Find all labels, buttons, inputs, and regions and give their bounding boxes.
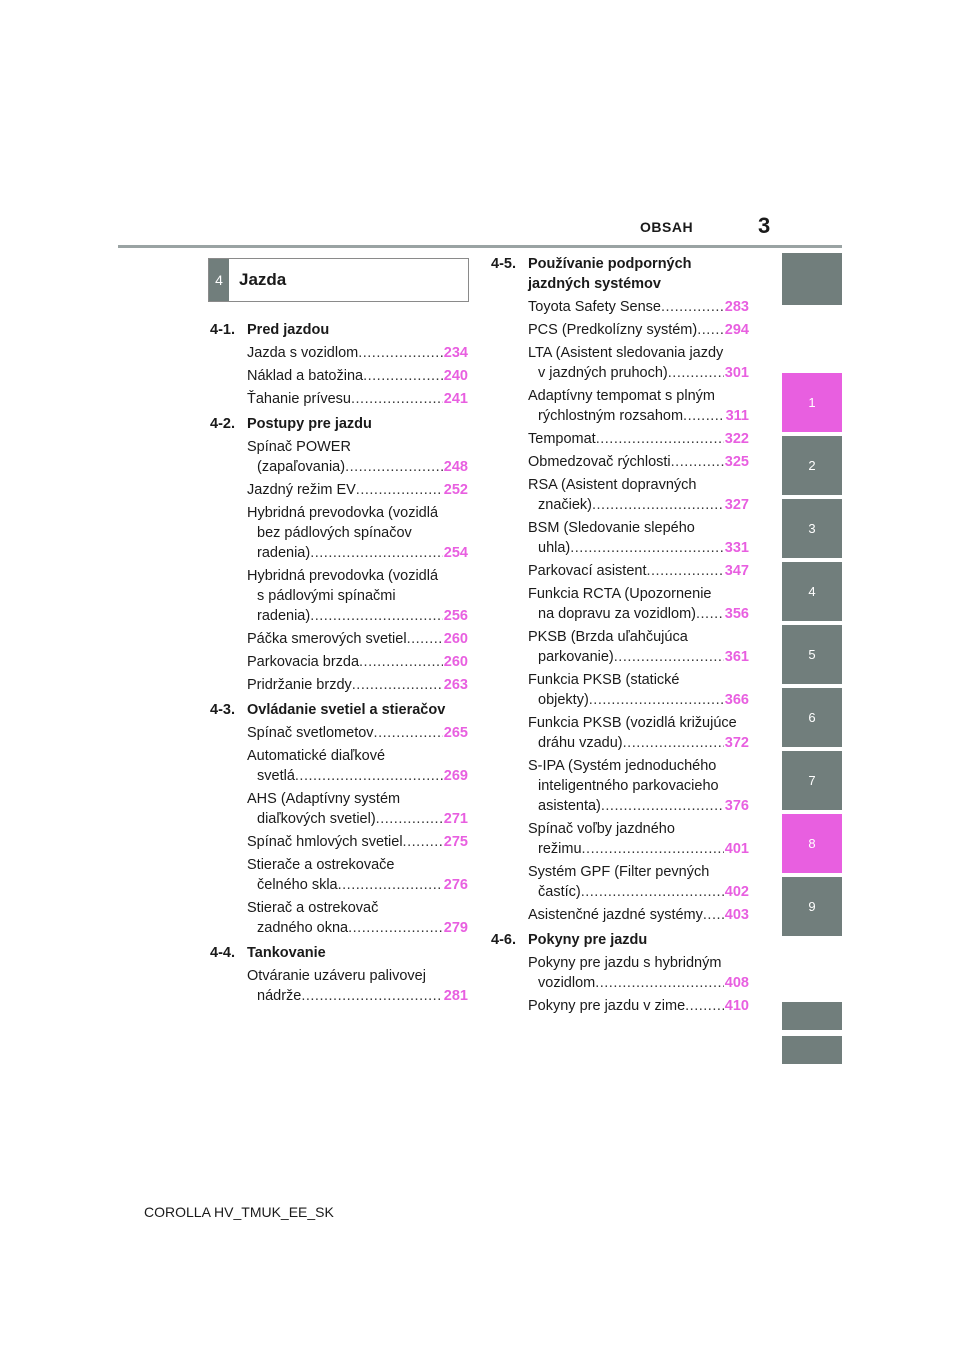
toc-entry[interactable] (528, 518, 749, 558)
entry-last-line (528, 561, 749, 581)
entry-title-line: PCS (Predkolízny systém) (528, 322, 698, 338)
page-link[interactable]: 401 (724, 841, 749, 857)
entry-last-line (247, 366, 468, 386)
toc-entry[interactable] (528, 627, 749, 667)
page-link[interactable]: 252 (443, 482, 468, 498)
entry-title-line: Funkcia PKSB (vozidlá križujúce (528, 715, 737, 731)
toc-entry[interactable] (528, 953, 749, 993)
page-link[interactable]: 408 (724, 975, 749, 991)
entry-last-line (247, 809, 468, 829)
entry-title-line: Stierače a ostrekovače (247, 857, 395, 873)
entry-last-line (528, 796, 749, 816)
entry-last-line (528, 452, 749, 472)
toc-entry[interactable] (247, 898, 468, 938)
page-link[interactable]: 294 (724, 322, 749, 338)
entry-title-line: Parkovacia brzda (247, 654, 360, 670)
toc-entry[interactable] (528, 561, 749, 581)
entry-title-line: Funkcia RCTA (Upozornenie (528, 586, 712, 602)
chapter-heading (208, 258, 469, 302)
toc-entry[interactable] (247, 789, 468, 829)
dot-leader (614, 647, 724, 667)
entry-last-line (528, 363, 749, 383)
toc-entry[interactable] (247, 855, 468, 895)
entry-last-line (247, 457, 468, 477)
entry-last-line (247, 986, 468, 1006)
dot-leader (581, 882, 724, 902)
entry-title-line: bez pádlových spínačov (257, 525, 412, 541)
entry-last-line (247, 652, 468, 672)
chapter-title: Jazda (239, 270, 287, 289)
entry-title-line: AHS (Adaptívny systém (247, 791, 401, 807)
entry-last-line (528, 538, 749, 558)
entry-title-line: Otváranie uzáveru palivovej (247, 968, 426, 984)
entry-title-line: Toyota Safety Sense (528, 299, 661, 315)
toc-entry[interactable] (247, 437, 468, 477)
page-link[interactable]: 376 (724, 798, 749, 814)
chapter-tab-blank[interactable] (782, 1036, 842, 1064)
entry-last-line (247, 389, 468, 409)
toc-entry[interactable] (528, 297, 749, 317)
dot-leader (595, 973, 724, 993)
section-number: 4-2. (210, 416, 235, 432)
entry-title-line: Asistenčné jazdné systémy (528, 907, 703, 923)
dot-leader (668, 363, 724, 383)
entry-title-line: v jazdných pruhoch) (538, 365, 668, 381)
entry-title-line: nádrže (257, 988, 302, 1004)
entry-title-line: radenia) (257, 545, 311, 561)
toc-entry[interactable] (247, 389, 468, 409)
entry-title-line: Páčka smerových svetiel (247, 631, 407, 647)
entry-title-line: parkovanie) (538, 649, 614, 665)
chapter-tab-6[interactable]: 6 (782, 688, 842, 747)
section-title: Pred jazdou (247, 322, 330, 338)
toc-entry[interactable] (528, 475, 749, 515)
toc-entry[interactable] (528, 670, 749, 710)
page-link[interactable]: 402 (724, 884, 749, 900)
entry-last-line (528, 690, 749, 710)
page-link[interactable]: 234 (443, 345, 468, 361)
entry-last-line (528, 604, 749, 624)
dot-leader (338, 875, 443, 895)
entry-title-line: radenia) (257, 608, 311, 624)
entry-last-line (247, 606, 468, 626)
entry-title-line: Ťahanie prívesu (247, 391, 351, 407)
section-heading (210, 943, 468, 963)
entry-title-line: Pridržanie brzdy (247, 677, 352, 693)
entry-last-line (528, 996, 749, 1016)
entry-title-line: svetlá (257, 768, 295, 784)
dot-leader (646, 561, 723, 581)
toc-entry[interactable] (528, 429, 749, 449)
entry-last-line (247, 723, 468, 743)
chapter-tab-blank[interactable] (782, 1002, 842, 1030)
entry-last-line (528, 973, 749, 993)
page-link[interactable]: 372 (724, 735, 749, 751)
entry-title-line: (zapaľovania) (257, 459, 346, 475)
page-link[interactable]: 269 (443, 768, 468, 784)
chapter-tab-blank[interactable] (782, 253, 842, 305)
toc-entry[interactable] (247, 966, 468, 1006)
entry-title-line: Pokyny pre jazdu v zime (528, 998, 686, 1014)
page-link[interactable]: 410 (724, 998, 749, 1014)
dot-leader (697, 320, 724, 340)
entry-title-line: S-IPA (Systém jednoduchého (528, 758, 717, 774)
page-link[interactable]: 356 (724, 606, 749, 622)
dot-leader (374, 723, 443, 743)
dot-leader (352, 675, 443, 695)
toc-entry[interactable] (247, 566, 468, 626)
entry-title-line: Automatické diaľkové (247, 748, 386, 764)
section-heading (210, 414, 468, 434)
entry-last-line (247, 875, 468, 895)
dot-leader (310, 606, 443, 626)
entry-title-line: zadného okna (257, 920, 349, 936)
toc-entry[interactable] (528, 905, 749, 925)
page-link[interactable]: 283 (724, 299, 749, 315)
entry-last-line (528, 429, 749, 449)
chapter-tab-7[interactable]: 7 (782, 751, 842, 810)
section-title: Tankovanie (247, 945, 326, 961)
entry-last-line (247, 480, 468, 500)
dot-leader (596, 429, 724, 449)
entry-title-line: na dopravu za vozidlom) (538, 606, 696, 622)
toc-entry[interactable] (528, 386, 749, 426)
page-link[interactable]: 347 (724, 563, 749, 579)
entry-title-line: značiek) (538, 497, 592, 513)
dot-leader (685, 996, 724, 1016)
toc-entry[interactable] (528, 713, 749, 753)
toc-entry[interactable] (247, 675, 468, 695)
page-link[interactable]: 275 (443, 834, 468, 850)
toc-left-column (210, 320, 468, 1009)
entry-title-line: Spínač voľby jazdného (528, 821, 675, 837)
entry-title-line: uhla) (538, 540, 571, 556)
toc-entry[interactable] (528, 584, 749, 624)
entry-title-line: čelného skla (257, 877, 338, 893)
entry-title-line: RSA (Asistent dopravných (528, 477, 697, 493)
toc-entry[interactable] (247, 652, 468, 672)
entry-title-line: LTA (Asistent sledovania jazdy (528, 345, 724, 361)
dot-leader (295, 766, 443, 786)
entry-last-line (528, 320, 749, 340)
dot-leader (592, 495, 724, 515)
page-link[interactable]: 325 (724, 454, 749, 470)
entry-last-line (247, 918, 468, 938)
entry-title-line: vozidlom (538, 975, 596, 991)
page-link[interactable]: 240 (443, 368, 468, 384)
entry-title-line: PKSB (Brzda uľahčujúca (528, 629, 688, 645)
section-title: Používanie podporných jazdných systémov (528, 256, 692, 292)
dot-leader (683, 406, 725, 426)
entry-title-line: Systém GPF (Filter pevných (528, 864, 710, 880)
entry-title-line: Stierač a ostrekovač (247, 900, 379, 916)
page-link[interactable]: 301 (724, 365, 749, 381)
entry-title-line: režimu (538, 841, 582, 857)
dot-leader (351, 389, 443, 409)
dot-leader (356, 480, 443, 500)
entry-title-line: Adaptívny tempomat s plným (528, 388, 715, 404)
entry-last-line (528, 406, 749, 426)
entry-title-line: častíc) (538, 884, 581, 900)
section-number: 4-6. (491, 932, 516, 948)
entry-title-line: Jazdný režim EV (247, 482, 356, 498)
section-heading (210, 320, 468, 340)
page-link[interactable]: 254 (443, 545, 468, 561)
page-link[interactable]: 281 (443, 988, 468, 1004)
entry-title-line: diaľkových svetiel) (257, 811, 376, 827)
toc-entry[interactable] (247, 366, 468, 386)
dot-leader (301, 986, 442, 1006)
section-title: Postupy pre jazdu (247, 416, 372, 432)
entry-title-line: Spínač POWER (247, 439, 351, 455)
dot-leader (601, 796, 724, 816)
toc-entry[interactable] (528, 320, 749, 340)
dot-leader (403, 832, 443, 852)
entry-title-line: Tempomat (528, 431, 596, 447)
entry-title-line: Jazda s vozidlom (247, 345, 359, 361)
dot-leader (376, 809, 443, 829)
page-link[interactable]: 248 (443, 459, 468, 475)
header-title: OBSAH (640, 219, 694, 235)
entry-last-line (528, 297, 749, 317)
entry-title-line: BSM (Sledovanie slepého (528, 520, 695, 536)
entry-title-line: Obmedzovač rýchlosti (528, 454, 671, 470)
entry-title-line: Náklad a batožina (247, 368, 364, 384)
dot-leader (407, 629, 443, 649)
page-number: 3 (758, 213, 771, 238)
page-link[interactable]: 403 (724, 907, 749, 923)
page-link[interactable]: 271 (443, 811, 468, 827)
section-heading (491, 930, 749, 950)
chapter-tab-4[interactable]: 4 (782, 562, 842, 621)
entry-title-line: Spínač svetlometov (247, 725, 374, 741)
toc-entry[interactable] (247, 343, 468, 363)
page-link[interactable]: 265 (443, 725, 468, 741)
dot-leader (570, 538, 724, 558)
entry-title-line: asistenta) (538, 798, 601, 814)
toc-entry[interactable] (528, 862, 749, 902)
section-number: 4-5. (491, 256, 516, 272)
entry-last-line (247, 766, 468, 786)
entry-title-line: Parkovací asistent (528, 563, 647, 579)
entry-last-line (528, 839, 749, 859)
entry-title-line: s pádlovými spínačmi (257, 588, 396, 604)
page-link[interactable]: 311 (725, 408, 749, 424)
dot-leader (696, 604, 724, 624)
section-heading (210, 700, 468, 720)
section-number: 4-4. (210, 945, 235, 961)
entry-last-line (247, 543, 468, 563)
toc-entry[interactable] (247, 746, 468, 786)
page-link[interactable]: 322 (724, 431, 749, 447)
entry-last-line (528, 882, 749, 902)
section-title: Ovládanie svetiel a stieračov (247, 702, 446, 718)
entry-title-line: Hybridná prevodovka (vozidlá (247, 505, 439, 521)
entry-title-line: Spínač hmlových svetiel (247, 834, 403, 850)
entry-title-line: Hybridná prevodovka (vozidlá (247, 568, 439, 584)
toc-entry[interactable] (247, 503, 468, 563)
chapter-tab-2[interactable]: 2 (782, 436, 842, 495)
chapter-tab-5[interactable]: 5 (782, 625, 842, 684)
page-link[interactable]: 260 (443, 654, 468, 670)
chapter-number: 4 (209, 259, 229, 301)
page-link[interactable]: 276 (443, 877, 468, 893)
footer-text: COROLLA HV_TMUK_EE_SK (144, 1204, 334, 1220)
dot-leader (359, 652, 443, 672)
dot-leader (703, 905, 724, 925)
toc-entry[interactable] (528, 343, 749, 383)
entry-last-line (528, 733, 749, 753)
page-link[interactable]: 331 (724, 540, 749, 556)
dot-leader (363, 366, 443, 386)
toc-right-column (491, 254, 749, 1019)
dot-leader (582, 839, 724, 859)
page-link[interactable]: 361 (724, 649, 749, 665)
toc-entry[interactable] (528, 756, 749, 816)
section-heading (491, 254, 749, 294)
page-link[interactable]: 263 (443, 677, 468, 693)
section-number: 4-1. (210, 322, 235, 338)
page-link[interactable]: 366 (724, 692, 749, 708)
entry-last-line (528, 905, 749, 925)
entry-last-line (247, 832, 468, 852)
chapter-tab-8[interactable]: 8 (782, 814, 842, 873)
entry-title-line: Pokyny pre jazdu s hybridným (528, 955, 722, 971)
dot-leader (661, 297, 724, 317)
dot-leader (358, 343, 443, 363)
entry-title-line: inteligentného parkovacieho (538, 778, 719, 794)
entry-last-line (247, 629, 468, 649)
entry-title-line: Funkcia PKSB (statické (528, 672, 680, 688)
toc-entry[interactable] (247, 480, 468, 500)
page-link[interactable]: 256 (443, 608, 468, 624)
chapter-tab-3[interactable]: 3 (782, 499, 842, 558)
entry-last-line (247, 343, 468, 363)
dot-leader (348, 918, 443, 938)
page-link[interactable]: 260 (443, 631, 468, 647)
entry-last-line (247, 675, 468, 695)
toc-entry[interactable] (528, 452, 749, 472)
chapter-tab-1[interactable]: 1 (782, 373, 842, 432)
entry-title-line: rýchlostným rozsahom (538, 408, 684, 424)
toc-entry[interactable] (528, 996, 749, 1016)
toc-entry[interactable] (247, 723, 468, 743)
toc-entry[interactable] (247, 629, 468, 649)
toc-entry[interactable] (247, 832, 468, 852)
toc-entry[interactable] (528, 819, 749, 859)
section-title: Pokyny pre jazdu (528, 932, 648, 948)
dot-leader (589, 690, 724, 710)
entry-last-line (528, 647, 749, 667)
entry-title-line: objekty) (538, 692, 589, 708)
header-rule (118, 245, 842, 248)
dot-leader (671, 452, 724, 472)
section-number: 4-3. (210, 702, 235, 718)
page-link[interactable]: 327 (724, 497, 749, 513)
entry-title-line: dráhu vzadu) (538, 735, 623, 751)
page-link[interactable]: 241 (443, 391, 468, 407)
dot-leader (345, 457, 443, 477)
chapter-tab-9[interactable]: 9 (782, 877, 842, 936)
entry-last-line (528, 495, 749, 515)
page-link[interactable]: 279 (443, 920, 468, 936)
dot-leader (623, 733, 724, 753)
dot-leader (310, 543, 443, 563)
